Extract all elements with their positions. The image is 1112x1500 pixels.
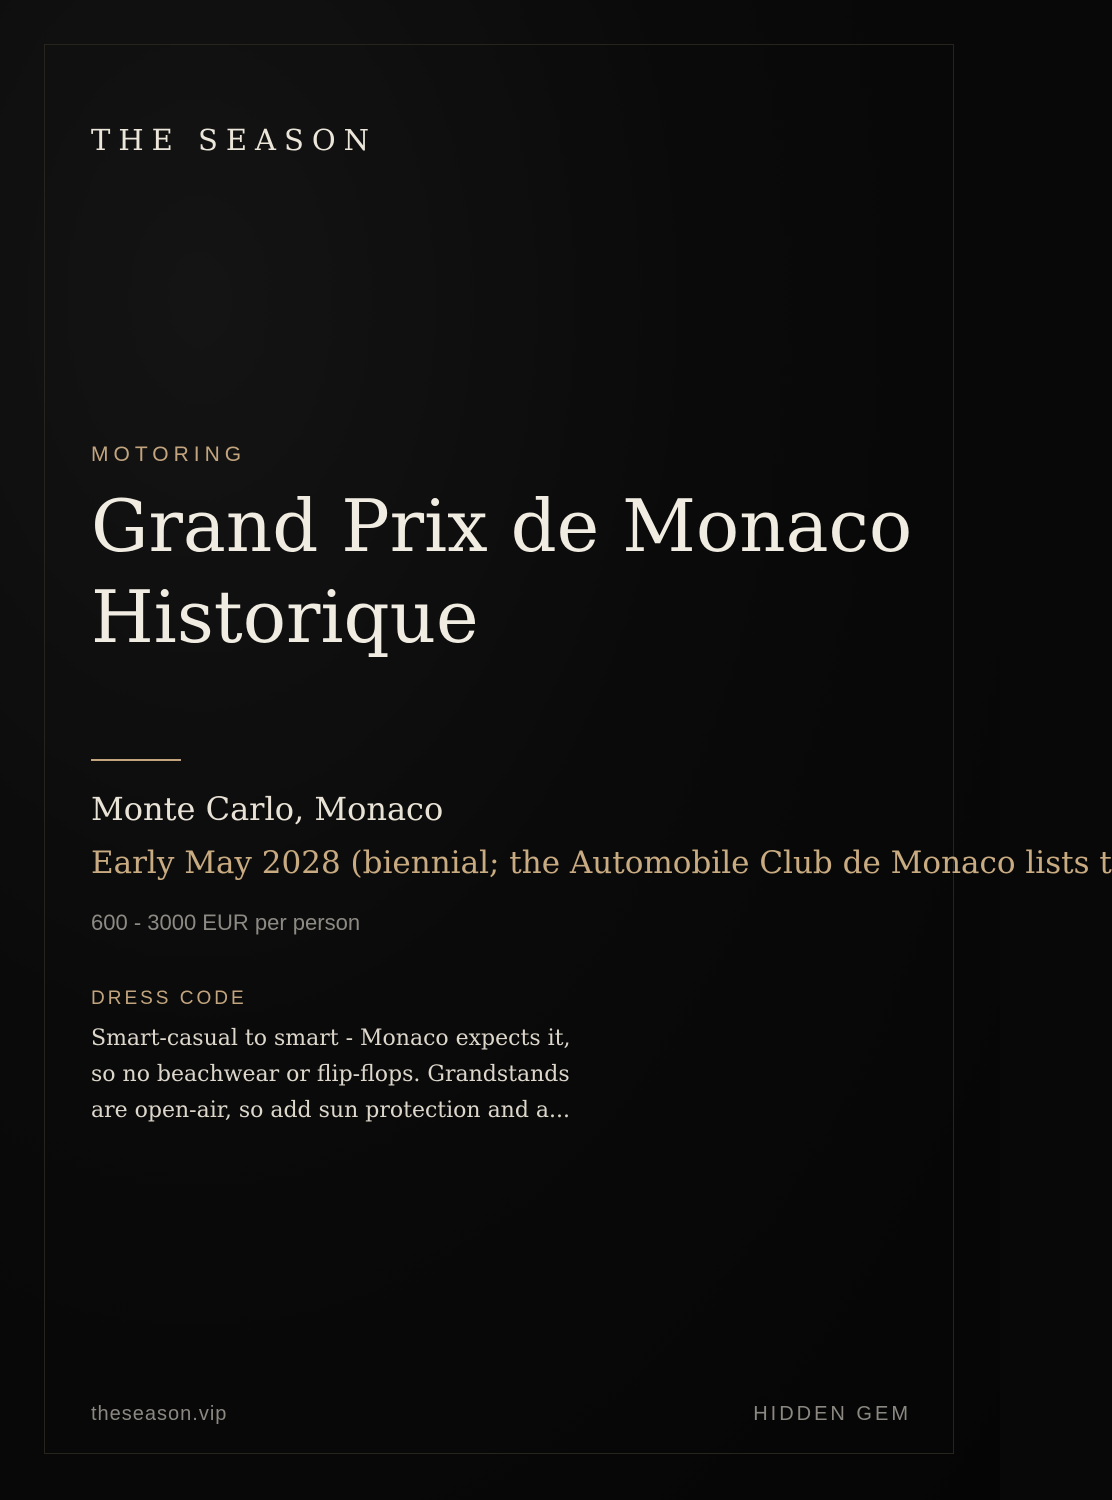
event-title-line-1: Grand Prix de Monaco	[91, 484, 913, 568]
event-category: MOTORING	[91, 443, 247, 466]
event-price: 600 - 3000 EUR per person	[91, 910, 361, 935]
card-frame	[44, 44, 1112, 1454]
event-location: Monte Carlo, Monaco	[91, 790, 444, 828]
brand-wordmark: THE SEASON	[91, 123, 378, 157]
site-url: theseason.vip	[91, 1403, 228, 1425]
event-title	[91, 481, 921, 663]
event-title-line-2: Historique	[91, 575, 479, 659]
hidden-gem-tag: HIDDEN GEM	[753, 1403, 911, 1425]
event-dates: Early May 2028 (biennial; the Automobile Club de Monaco lists t	[91, 845, 1112, 881]
dress-code-text: Smart-casual to smart - Monaco expects it, so no beachwear or flip-flops. Grandstands are open-air, so add sun protection and a...	[91, 1026, 571, 1123]
accent-divider	[91, 759, 181, 761]
dress-code-label: DRESS CODE	[91, 988, 247, 1009]
